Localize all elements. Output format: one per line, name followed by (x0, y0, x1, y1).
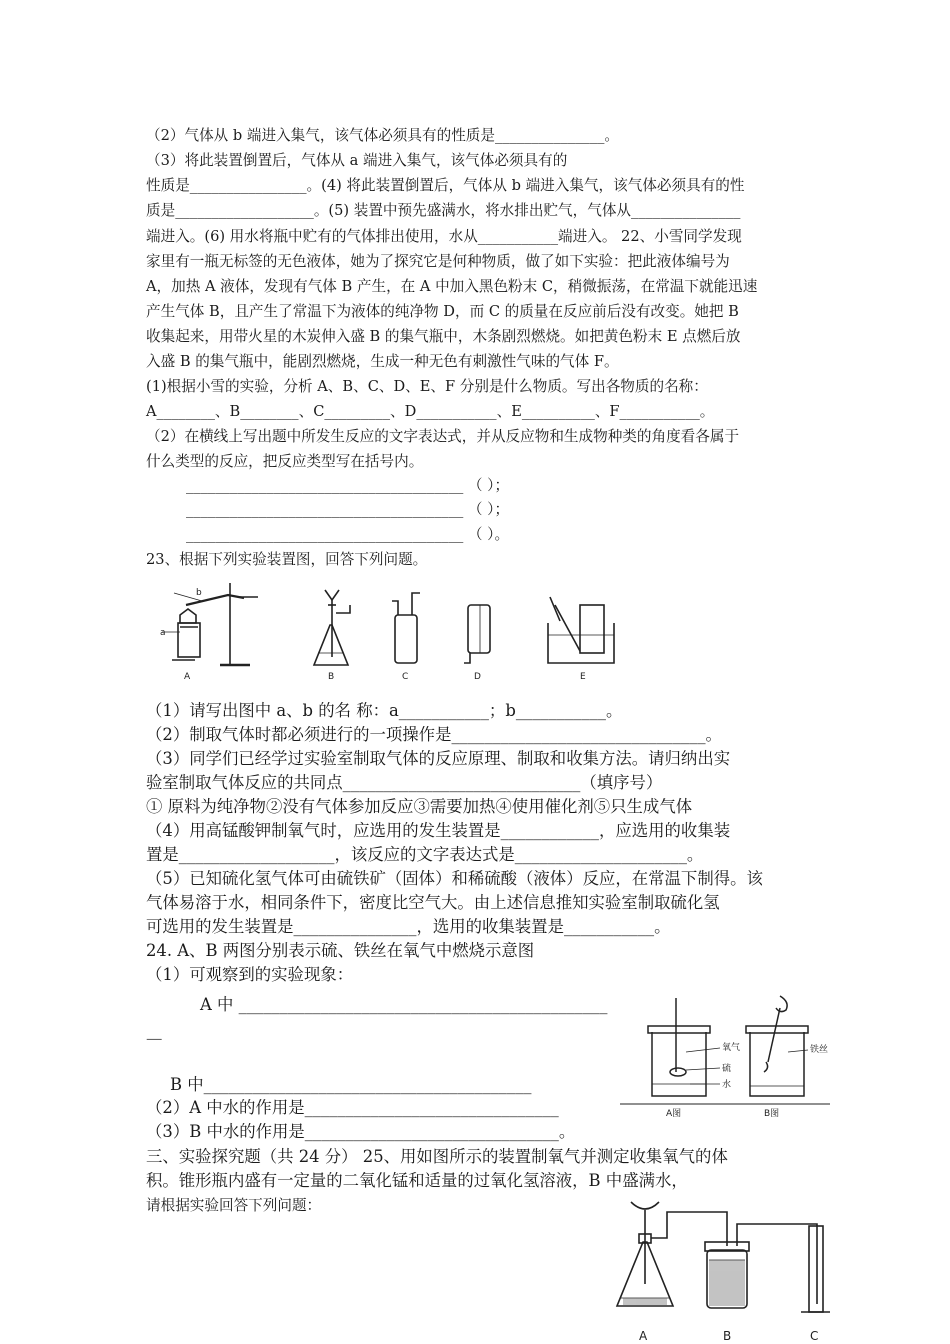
q24-combustion-figure (620, 992, 830, 1120)
text-line: （4）用高锰酸钾制氧气时，应选用的发生装置是____________，应选用的收集装 (146, 821, 731, 840)
text-line: （2）在横线上写出题中所发生反应的文字表达式，并从反应物和生成物种类的角度看各属于 (146, 428, 740, 445)
text-line: 置是___________________，该反应的文字表达式是_____________________。 (146, 845, 704, 864)
text-line: (1)根据小雪的实验，分析 A、B、C、D、E、F 分别是什么物质。写出各物质的名称： (146, 378, 708, 395)
text-line: 23、根据下列实验装置图，回答下列问题。 (146, 551, 428, 568)
text-line: 入盛 B 的集气瓶中，能剧烈燃烧，生成一种无色有刺激性气味的气体 F。 (146, 353, 619, 370)
label-a: A (639, 1329, 648, 1343)
answer-line: ______________________________________ （ ）； (186, 477, 510, 494)
text-line: 收集起来，用带火星的木炭伸入盛 B 的集气瓶中，木条剧烈燃烧。如把黄色粉末 E 点燃后放 (146, 328, 741, 345)
label-iron-wire: 铁丝 (810, 1045, 829, 1055)
text-line: 产生气体 B，且产生了常温下为液体的纯净物 D，而 C 的质量在反应前后没有改变。她把 B (146, 303, 739, 320)
text-line: （2）制取气体时都必须进行的一项操作是_______________________________。 (146, 725, 722, 744)
text-line: （3）同学们已经学过实验室制取气体的反应原理、制取和收集方法。请归纳出实 (146, 749, 731, 768)
label-a: a (160, 628, 166, 638)
text-line: 可选用的发生装置是_______________，选用的收集装置是___________。 (146, 917, 671, 936)
label-c: C (810, 1329, 819, 1343)
section-heading-line: 三、实验探究题（共 24 分） 25、用如图所示的装置制氧气并测定收集氧气的体 (146, 1147, 728, 1166)
q25-apparatus-figure (605, 1198, 830, 1344)
text-line: 验室制取气体反应的共同点_____________________________（填序号） (146, 773, 663, 792)
text-line: 24. A、B 两图分别表示硫、铁丝在氧气中燃烧示意图 (146, 941, 535, 960)
dash-mark: — (146, 1029, 163, 1048)
text-line: B 中________________________________________ (170, 1075, 532, 1094)
label-oxygen: 氧气 (722, 1043, 741, 1053)
text-line: 积。锥形瓶内盛有一定量的二氧化锰和适量的过氧化氢溶液，B 中盛满水， (146, 1171, 688, 1190)
text-line: A________、B________、C_________、D___________、E__________、F___________。 (146, 403, 715, 420)
text-line: ① 原料为纯净物②没有气体参加反应③需要加热④使用催化剂⑤只生成气体 (146, 797, 693, 816)
apparatus-b (314, 590, 350, 665)
text-line: 家里有一瓶无标签的无色液体，她为了探究它是何种物质，做了如下实验：把此液体编号为 (146, 253, 730, 270)
apparatus-a (162, 583, 258, 665)
answer-line: ______________________________________ （ ）。 (186, 526, 510, 543)
label-water: 水 (722, 1080, 732, 1090)
text-line: （1）可观察到的实验现象： (146, 965, 354, 984)
text-line: 什么类型的反应，把反应类型写在括号内。 (146, 453, 424, 470)
text-line: （2）气体从 b 端进入集气，该气体必须具有的性质是_______________。 (146, 127, 620, 144)
label-fig-e: E (580, 672, 586, 682)
label-fig-a: A图 (666, 1109, 682, 1119)
text-line: （2）A 中水的作用是_______________________________ (146, 1098, 559, 1117)
text-line: A，加热 A 液体，发现有气体 B 产生，在 A 中加入黑色粉末 C，稍微振荡，在常温下就能迅速 (146, 278, 758, 295)
label-b: B (723, 1329, 732, 1343)
text-line: 请根据实验回答下列问题： (146, 1197, 322, 1214)
label-fig-c: C (402, 672, 409, 682)
text-line: 质是___________________。(5) 装置中预先盛满水，将水排出贮气，气体从_______________ (146, 202, 741, 219)
text-line: （3）将此装置倒置后，气体从 a 端进入集气，该气体必须具有的 (146, 152, 568, 169)
text-line: 气体易溶于水，相同条件下，密度比空气大。由上述信息推知实验室制取硫化氢 (146, 893, 720, 912)
q23-apparatus-figure (150, 575, 630, 685)
label-fig-b: B图 (764, 1109, 780, 1119)
apparatus-e (548, 597, 614, 663)
label-sulfur: 硫 (722, 1064, 732, 1074)
text-line: （3）B 中水的作用是_______________________________。 (146, 1122, 576, 1141)
label-fig-a: A (184, 672, 191, 682)
text-line: A 中 _____________________________________________ (200, 995, 608, 1014)
text-line: （1）请写出图中 a、b 的名 称：a___________；b___________。 (146, 701, 623, 720)
apparatus-d (464, 605, 490, 663)
label-fig-b: B (328, 672, 335, 682)
text-line: （5）已知硫化氢气体可由硫铁矿（固体）和稀硫酸（液体）反应，在常温下制得。该 (146, 869, 763, 888)
answer-line: ______________________________________ （ ）； (186, 501, 510, 518)
label-fig-d: D (474, 672, 481, 682)
text-line: 端进入。(6) 用水将瓶中贮有的气体排出使用，水从___________端进入。 22、小雪同学发现 (146, 228, 742, 245)
apparatus-c (392, 593, 420, 663)
text-line: 性质是________________。(4) 将此装置倒置后，气体从 b 端进入集气，该气体必须具有的性 (146, 177, 745, 194)
label-b: b (196, 588, 202, 598)
